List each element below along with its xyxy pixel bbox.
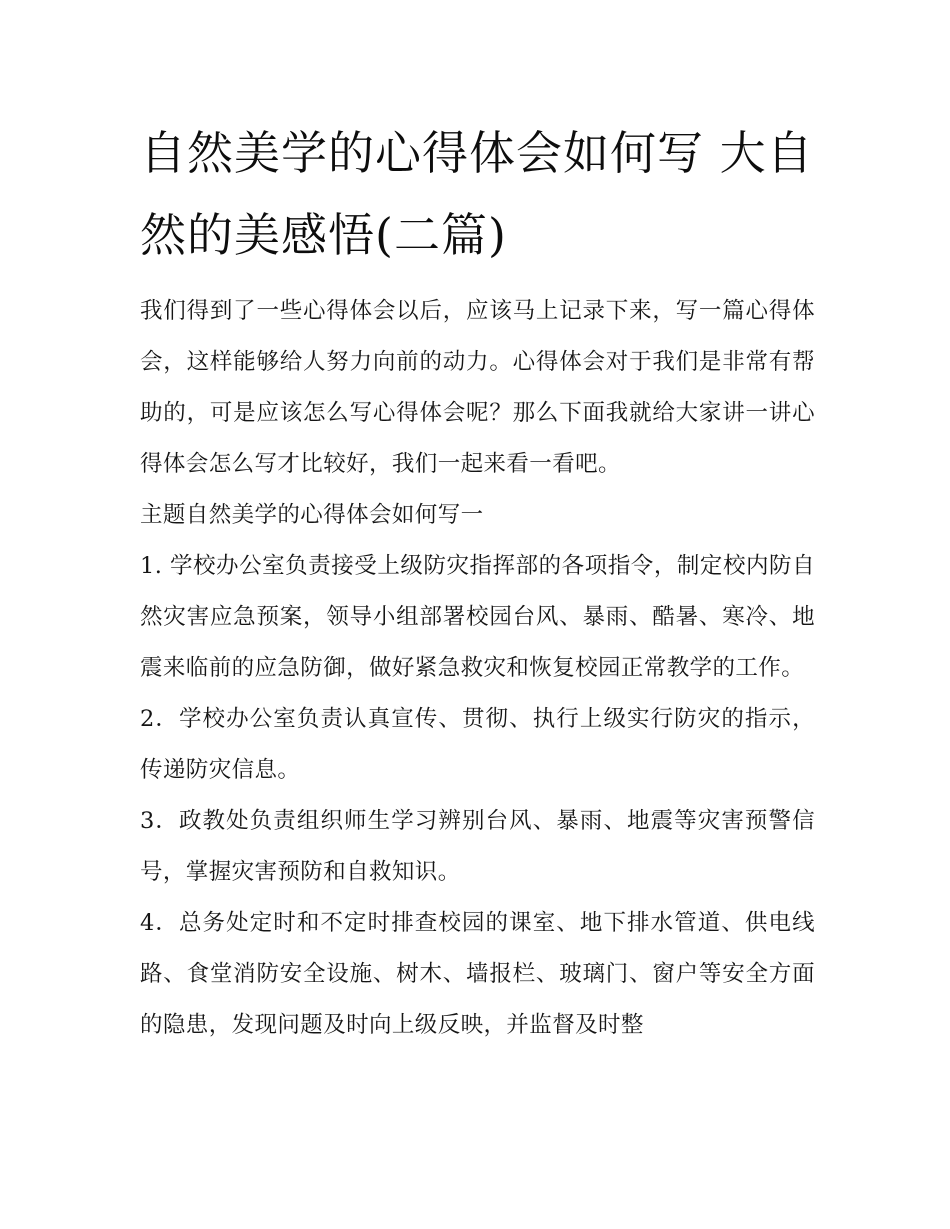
list-item-3: 3．政教处负责组织师生学习辨别台风、暴雨、地震等灾害预警信号，掌握灾害预防和自救知识。 [140,808,815,885]
list-item-4: 4．总务处定时和不定时排查校园的课室、地下排水管道、供电线路、食堂消防安全设施、树木、墙报栏、玻璃门、窗户等安全方面的隐患，发现问题及时向上级反映，并监督及时整 [140,910,815,1038]
section-heading: 主题自然美学的心得体会如何写一 [140,502,484,528]
document-title: 自然美学的心得体会如何写 大自然的美感悟(二篇) [140,126,814,262]
document-body [140,112,815,1051]
list-item-2: 2．学校办公室负责认真宣传、贯彻、执行上级实行防灾的指示，传递防灾信息。 [140,706,815,783]
intro-paragraph: 我们得到了一些心得体会以后，应该马上记录下来，写一篇心得体会，这样能够给人努力向前的动力。心得体会对于我们是非常有帮助的，可是应该怎么写心得体会呢？那么下面我就给大家讲一讲心得体会怎么写才比较好，我们一起来看一看吧。 [140,298,815,477]
list-item-1: 1. 学校办公室负责接受上级防灾指挥部的各项指令，制定校内防自然灾害应急预案，领导小组部署校园台风、暴雨、酷暑、寒冷、地震来临前的应急防御，做好紧急救灾和恢复校园正常教学的工作。 [140,553,815,681]
